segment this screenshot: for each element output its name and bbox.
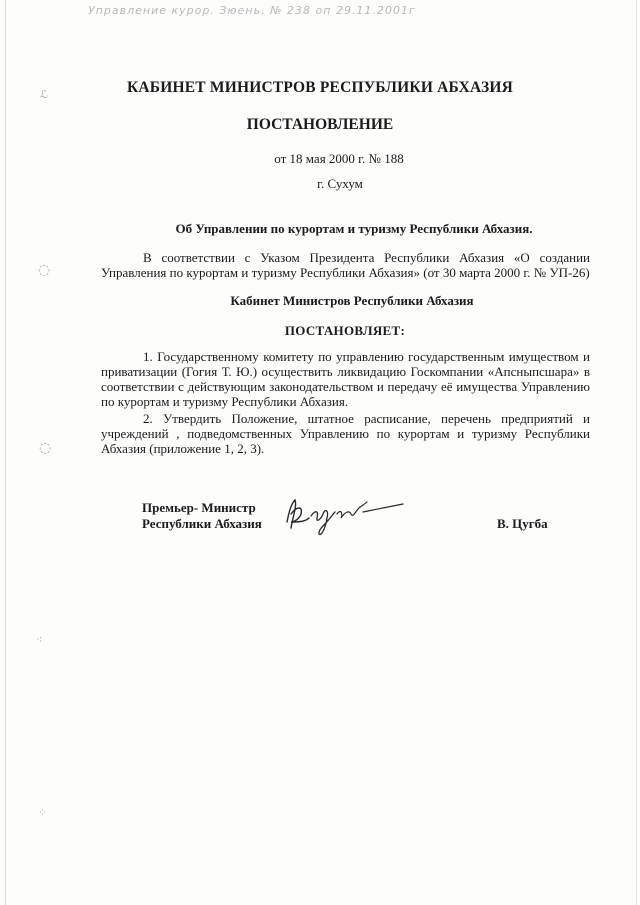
handwritten-signature (283, 492, 408, 537)
handwritten-note: Управление курор. Зюень. № 238 оп 29.11.2001г (88, 4, 416, 17)
date-number-line: от 18 мая 2000 г. № 188 (274, 151, 404, 166)
decrees-heading: ПОСТАНОВЛЯЕТ: (284, 323, 406, 338)
document-type: ПОСТАНОВЛЕНИЕ (246, 116, 394, 133)
margin-mark: ⁖ (36, 633, 43, 646)
margin-mark: ℒ (40, 88, 48, 101)
scan-edge-right (636, 0, 637, 905)
item-paragraph: 2. Утвердить Положение, штатное расписание, перечень предприятий и учреждений , подведомственных Управлению по курортам и туризму Республики Абхазия (приложение 1, 2, 3). (101, 411, 590, 456)
signatory-title-line: Премьер- Министр (142, 500, 256, 515)
scan-edge-left (5, 0, 6, 905)
signatory-title-line: Республики Абхазия (142, 516, 262, 531)
subject-heading: Об Управлении по курортам и туризму Республики Абхазия. (175, 221, 533, 236)
intro-paragraph: В соответствии с Указом Президента Республики Абхазия «О создании Управления по курортам и туризму Республики Абхазия» (от 30 марта 2000 г. № УП-26) (101, 250, 590, 280)
signatory-title (142, 500, 262, 532)
item-paragraph: 1. Государственному комитету по управлению государственным имуществом и приватизации (Гогия Т. Ю.) осуществить ликвидацию Госкомпании «Апсныпсшара» в соответствии с действующим законодательством и передачу её имущества Управлению по курортам и туризму Республики Абхазия. (101, 349, 590, 409)
punch-hole-mark: ◌ (38, 262, 51, 278)
ministry-heading: КАБИНЕТ МИНИСТРОВ РЕСПУБЛИКИ АБХАЗИЯ (126, 79, 514, 96)
issuer-heading: Кабинет Министров Республики Абхазия (230, 293, 474, 308)
city-line: г. Сухум (317, 176, 363, 191)
margin-mark: ⁘ (38, 806, 48, 819)
signatory-name: В. Цугба (497, 516, 548, 531)
punch-hole-mark: ◌ (39, 440, 52, 456)
